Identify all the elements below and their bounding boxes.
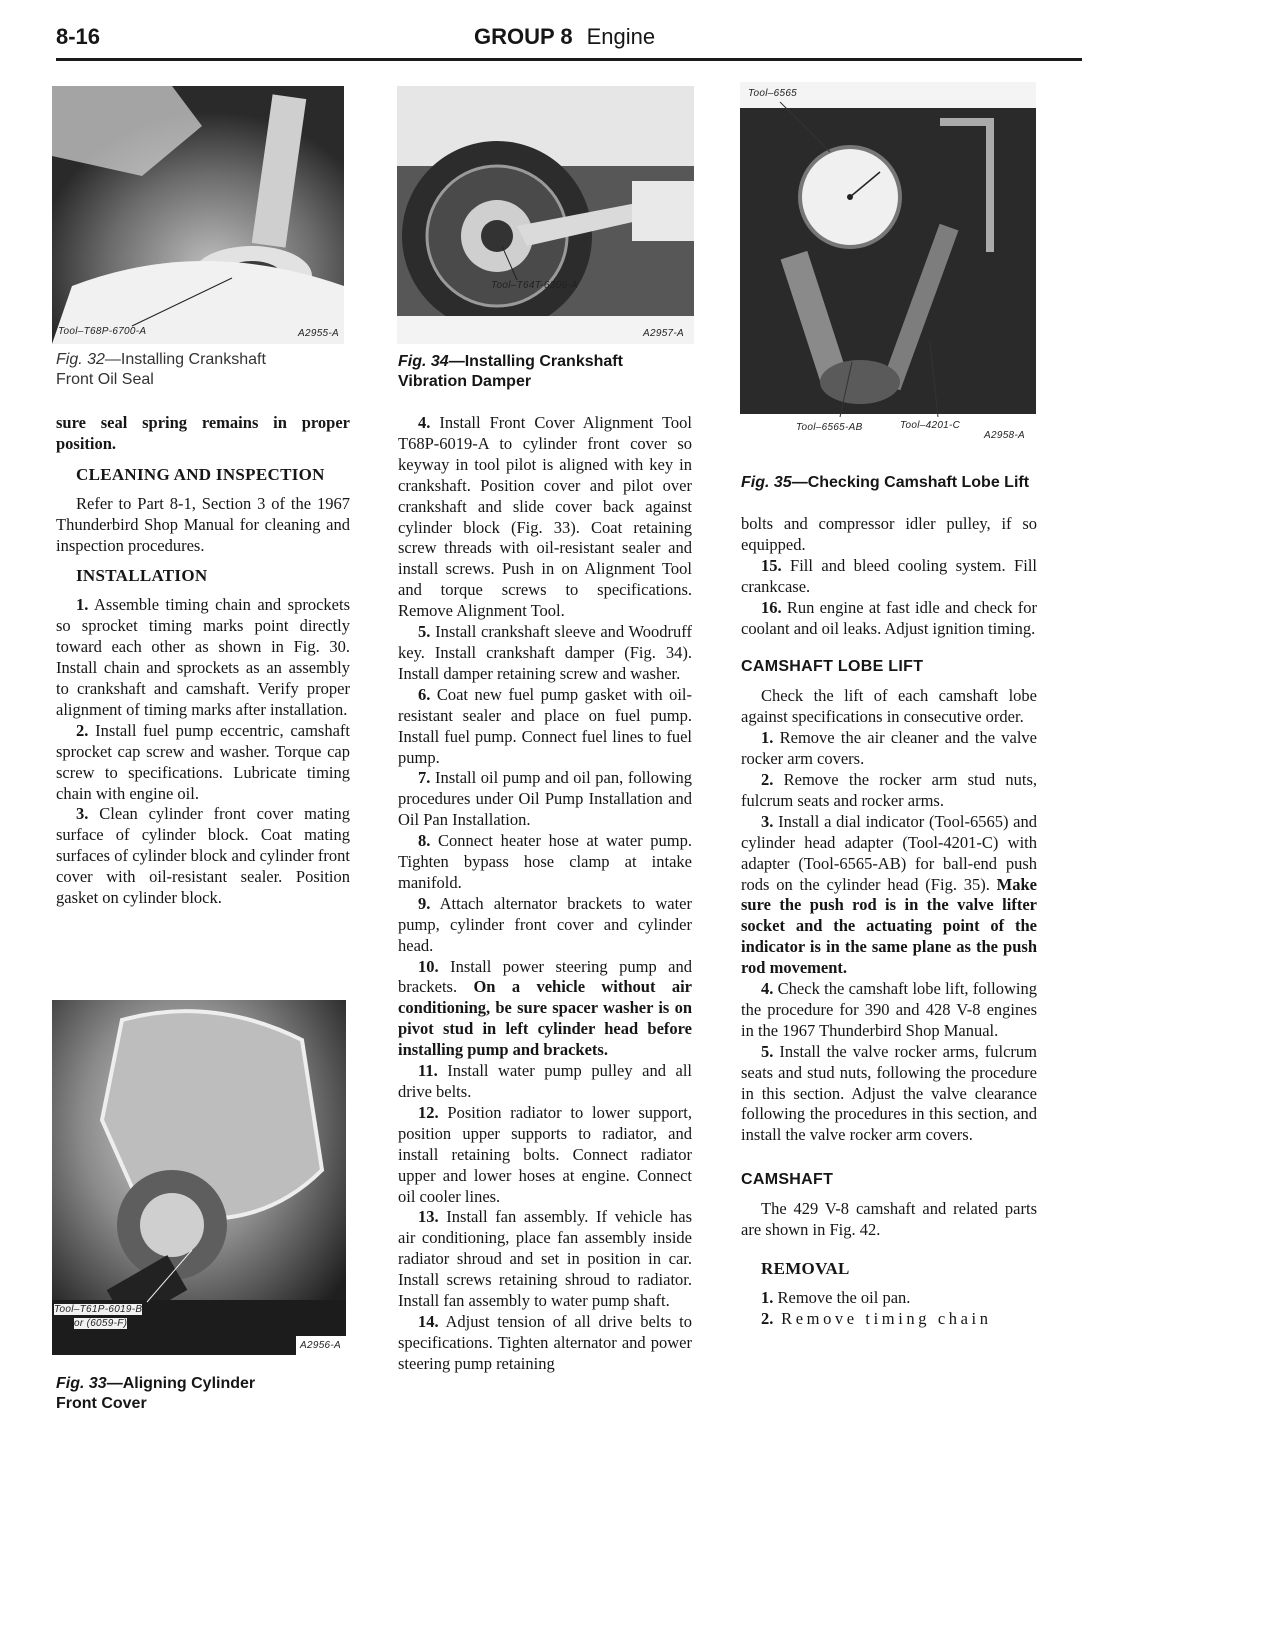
fig32-num: Fig. 32	[56, 351, 105, 368]
page-number: 8-16	[56, 24, 101, 49]
install-step-2	[56, 721, 350, 805]
fig33-title: —Aligning Cylinder	[106, 1375, 256, 1392]
heading-removal: REMOVAL	[761, 1259, 850, 1278]
install-step-4	[398, 413, 692, 622]
step-warning: On a vehicle without air conditioning, be sure spacer washer is on pivot stud in left cylinder head before installing pump and brackets.	[398, 977, 692, 1060]
install-step-16	[741, 598, 1037, 640]
lobe-step-3	[741, 812, 1037, 979]
step-number: 13.	[418, 1207, 439, 1227]
fig35-title: —Checking Camshaft Lobe Lift	[791, 474, 1030, 491]
step-number: 15.	[761, 555, 782, 575]
step-text: Install power steering pump and brackets.	[398, 956, 692, 997]
lobe-step-1	[741, 728, 1037, 770]
fig33-tool-1: Tool–T61P-6019-B	[54, 1304, 143, 1315]
step-text: Remove the oil pan.	[773, 1287, 911, 1307]
step-number: 8.	[418, 831, 431, 851]
step-text: Install the valve rocker arms, fulcrum seats and stud nuts, following the procedure in this section. Adjust the valve clearance following the procedures in this section, and install the valve rocker arm covers.	[741, 1041, 1037, 1145]
step-number: 12.	[418, 1102, 439, 1122]
fig32-caption	[56, 350, 356, 390]
fig35-id: A2958-A	[984, 430, 1026, 441]
step-number: 5.	[418, 622, 431, 642]
fig35-photo	[740, 82, 1036, 447]
step-number: 4.	[761, 979, 774, 999]
step-text: Clean cylinder front cover mating surface of cylinder block. Coat mating surfaces of cylinder block and cylinder front cover with oil-resistant sealer. Position gasket on cylinder block.	[56, 804, 350, 908]
header-rule	[56, 58, 1082, 61]
install-step-3	[56, 804, 350, 909]
col1-intro: sure seal spring remains in proper position.	[56, 413, 350, 453]
fig34-tool-label: Tool–T64T-6306-A	[491, 280, 578, 291]
step-text: Assemble timing chain and sprockets so sprocket timing marks point directly toward each other as shown in Fig. 30. Install chain and sprockets as an assembly to crankshaft and camshaft. Verify proper alignment of timing marks after installation.	[56, 595, 350, 719]
install-step-6	[398, 685, 692, 769]
step-number: 1.	[761, 728, 774, 748]
step-number: 2.	[761, 1308, 774, 1328]
column-2	[398, 413, 692, 1375]
heading-installation: INSTALLATION	[76, 566, 208, 586]
step-number: 9.	[418, 893, 431, 913]
fig34-title: —Installing Crankshaft	[448, 353, 623, 370]
step-text: Install fan assembly. If vehicle has air conditioning, place fan assembly inside radiator shroud and set in position in car. Install screws retaining shroud to radiator. Install fan assembly to water pump shaft.	[398, 1207, 692, 1311]
col1-cleaning-text: Refer to Part 8-1, Section 3 of the 1967 Thunderbird Shop Manual for cleaning and inspection procedures.	[56, 493, 350, 555]
fig35-tool-bottom-2: Tool–4201-C	[900, 420, 961, 431]
install-step-1	[56, 595, 350, 720]
fig34-caption	[398, 352, 698, 392]
step-number: 5.	[761, 1041, 774, 1061]
step-number: 6.	[418, 684, 431, 704]
removal-step-1	[741, 1288, 1037, 1309]
heading-cleaning-inspection: CLEANING AND INSPECTION	[76, 464, 325, 484]
column-1	[56, 413, 350, 909]
step-text: Connect heater hose at water pump. Tighten bypass hose clamp at intake manifold.	[398, 831, 692, 892]
fig35-tool-top: Tool–6565	[748, 88, 798, 99]
col3-continuation: bolts and compressor idler pulley, if so equipped.	[741, 514, 1037, 554]
install-step-12	[398, 1103, 692, 1208]
lobe-step-5	[741, 1042, 1037, 1147]
vibration-damper-illustration	[397, 86, 694, 344]
fig34-num: Fig. 34	[398, 353, 449, 370]
camshaft-intro: The 429 V-8 camshaft and related parts are shown in Fig. 42.	[741, 1199, 1037, 1240]
install-step-10	[398, 957, 692, 1062]
fig33-id: A2956-A	[300, 1340, 342, 1351]
removal-step-2	[741, 1309, 1037, 1330]
step-text: Fill and bleed cooling system. Fill crankcase.	[741, 555, 1037, 596]
fig32-title: —Installing Crankshaft	[104, 351, 266, 368]
fig34-photo	[397, 86, 694, 344]
step-number: 16.	[761, 597, 782, 617]
heading-camshaft: CAMSHAFT	[741, 1171, 834, 1189]
step-text: Install Front Cover Alignment Tool T68P-6019-A to cylinder front cover so keyway in tool pilot is aligned with key in crankshaft. Position cover and pilot over crankshaft and slide cover back against cylinder block (Fig. 33). Coat retaining screw threads with oil-resistant sealer and install screws. Push in on Alignment Tool and torque screws to specifications. Remove Alignment Tool.	[398, 413, 692, 621]
lobe-step-2	[741, 770, 1037, 812]
step-text: Install oil pump and oil pan, following procedures under Oil Pump Installation and Oil Pan Installation.	[398, 768, 692, 830]
heading-camshaft-lobe-lift: CAMSHAFT LOBE LIFT	[741, 658, 924, 676]
step-text: Install fuel pump eccentric, camshaft sprocket cap screw and washer. Torque cap screw to specifications. Lubricate timing chain with engine oil.	[56, 720, 350, 803]
step-warning: Make sure the push rod is in the valve lifter socket and the actuating point of the indicator is in the same plane as the push rod movement.	[741, 874, 1037, 978]
group-label: GROUP 8	[474, 24, 573, 49]
step-number: 11.	[418, 1061, 438, 1081]
step-text: Run engine at fast idle and check for coolant and oil leaks. Adjust ignition timing.	[741, 597, 1037, 638]
fig35-num: Fig. 35	[741, 474, 792, 491]
group-title	[474, 24, 655, 50]
fig33-caption	[56, 1374, 356, 1414]
step-text: Remove the rocker arm stud nuts, fulcrum seats and rocker arms.	[741, 769, 1037, 810]
step-number: 2.	[761, 769, 774, 789]
install-step-8	[398, 831, 692, 894]
step-number: 3.	[761, 811, 774, 831]
fig32-photo	[52, 86, 344, 344]
step-text: Check the camshaft lobe lift, following the procedure for 390 and 428 V-8 engines in the 1967 Thunderbird Shop Manual.	[741, 979, 1037, 1040]
step-text: Remove timing chain	[773, 1308, 992, 1328]
dial-indicator-illustration	[740, 82, 1036, 447]
fig35-tool-bottom-1: Tool–6565-AB	[796, 422, 863, 433]
install-step-15	[741, 556, 1037, 598]
step-text: Install a dial indicator (Tool-6565) and cylinder head adapter (Tool-4201-C) with adapter (Tool-6565-AB) for ball-end push rods on the cylinder head (Fig. 35).	[741, 811, 1037, 894]
fig34-title-line2: Vibration Damper	[398, 373, 532, 390]
fig32-tool-label: Tool–T68P-6700-A	[58, 326, 147, 337]
column-3	[741, 514, 1037, 1330]
page-header	[56, 22, 1082, 62]
fig33-num: Fig. 33	[56, 1375, 107, 1392]
step-number: 14.	[418, 1311, 439, 1331]
step-number: 4.	[418, 413, 431, 432]
crankshaft-seal-illustration	[52, 86, 344, 344]
step-text: Coat new fuel pump gasket with oil-resistant sealer and place on fuel pump. Install fuel pump. Connect fuel lines to fuel pump.	[398, 684, 692, 767]
install-step-7	[398, 768, 692, 831]
step-number: 2.	[76, 720, 89, 740]
step-text: Position radiator to lower support, position upper supports to radiator, and install retaining bolts. Connect radiator upper and lower hoses at engine. Connect oil cooler lines.	[398, 1102, 692, 1206]
install-step-14	[398, 1312, 692, 1375]
install-step-9	[398, 894, 692, 957]
step-number: 1.	[76, 595, 89, 615]
section-label: Engine	[586, 24, 656, 49]
step-number: 3.	[76, 804, 89, 824]
lobe-step-4	[741, 979, 1037, 1042]
install-step-5	[398, 622, 692, 685]
step-text: Attach alternator brackets to water pump, cylinder front cover and cylinder head.	[398, 893, 692, 955]
install-step-13	[398, 1207, 692, 1312]
step-number: 10.	[418, 956, 439, 976]
step-text: Remove the air cleaner and the valve rocker arm covers.	[741, 728, 1037, 769]
fig33-photo	[52, 1000, 346, 1355]
fig32-id: A2955-A	[298, 328, 340, 339]
fig35-caption	[741, 473, 1061, 493]
fig34-id: A2957-A	[643, 328, 685, 339]
cylinder-front-cover-illustration	[52, 1000, 346, 1355]
step-number: 1.	[761, 1287, 774, 1307]
fig33-tool-2: or (6059-F)	[74, 1318, 128, 1329]
fig32-title-line2: Front Oil Seal	[56, 371, 154, 388]
install-step-11	[398, 1061, 692, 1103]
fig33-title-line2: Front Cover	[56, 1395, 147, 1412]
step-text: Adjust tension of all drive belts to specifications. Tighten alternator and power steering pump retaining	[398, 1311, 692, 1373]
step-number: 7.	[418, 768, 431, 788]
lobe-intro: Check the lift of each camshaft lobe against specifications in consecutive order.	[741, 686, 1037, 727]
step-text: Install crankshaft sleeve and Woodruff key. Install crankshaft damper (Fig. 34). Install damper retaining screw and washer.	[398, 622, 692, 683]
step-text: Install water pump pulley and all drive belts.	[398, 1061, 692, 1101]
